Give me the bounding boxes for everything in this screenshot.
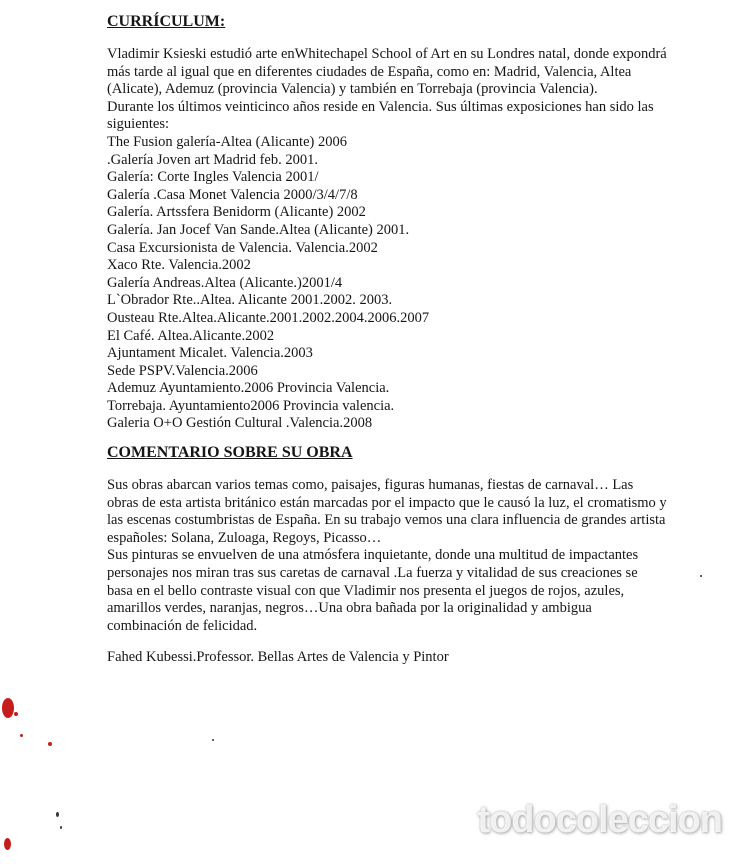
exhibition-item: .Galería Joven art Madrid feb. 2001. [107, 151, 318, 168]
dust-speck [212, 739, 214, 741]
exhibition-item: Xaco Rte. Valencia.2002 [107, 257, 251, 274]
curriculum-heading: CURRÍCULUM: [107, 13, 226, 30]
dust-speck [60, 826, 62, 829]
dust-speck [700, 575, 702, 577]
exhibition-item: Ademuz Ayuntamiento.2006 Provincia Valencia. [107, 380, 390, 397]
paint-stain [48, 742, 52, 746]
exhibition-list [107, 134, 667, 433]
exhibition-item: The Fusion galería-Altea (Alicante) 2006 [107, 133, 347, 150]
paint-stain [4, 838, 11, 850]
commentary-paragraph: Sus pinturas se envuelven de una atmósfera inquietante, donde una multitud de impactantes personajes nos miran tras sus caretas de carnaval .La fuerza y vitalidad de sus creaciones se basa en el bello contraste visual con que Vladimir nos presenta el juegos de rojos, azules, amarillos verdes, naranjas, negros…Una obra bañada por la originalidad y ambigua combinación de felicidad. [107, 547, 639, 634]
exhibition-item: Casa Excursionista de Valencia. Valencia.2002 [107, 239, 378, 256]
dust-speck [56, 812, 59, 817]
exhibition-item: L`Obrador Rte..Altea. Alicante 2001.2002. 2003. [107, 292, 393, 309]
exhibition-item: Galería. Artssfera Benidorm (Alicante) 2002 [107, 204, 366, 221]
exhibition-item: Galeria O+O Gestión Cultural .Valencia.2008 [107, 415, 373, 432]
exhibition-item: Sede PSPV.Valencia.2006 [107, 362, 258, 379]
exhibition-item: El Café. Altea.Alicante.2002 [107, 327, 275, 344]
exhibition-item: Galería .Casa Monet Valencia 2000/3/4/7/8 [107, 186, 358, 203]
paint-stain [20, 734, 23, 737]
commentary-paragraph: Sus obras abarcan varios temas como, paisajes, figuras humanas, fiestas de carnaval… Las obras de esta artista británico están marcadas por el impacto que le causó la luz, el cromatismo y las escenas costumbristas de España. En su trabajo vemos una clara influencia de grandes artista españoles: Solana, Zuloaga, Regoys, Picasso… [107, 477, 667, 546]
exhibition-item: Galería Andreas.Altea (Alicante.)2001/4 [107, 274, 343, 291]
signature-line: Fahed Kubessi.Professor. Bellas Artes de Valencia y Pintor [107, 649, 449, 666]
exhibition-item: Ousteau Rte.Altea.Alicante.2001.2002.2004.2006.2007 [107, 309, 430, 326]
paint-stain [2, 698, 14, 718]
document-body [107, 12, 667, 682]
curriculum-intro: Vladimir Ksieski estudió arte enWhitechapel School of Art en su Londres natal, donde expondrá más tarde al igual que en diferentes ciudades de España, como en: Madrid, Valencia, Altea (Alicate), Ademuz (provincia Valencia) y también en Torrebaja (provincia Valencia). [107, 46, 667, 98]
curriculum-residence: Durante los últimos veinticinco años reside en Valencia. Sus últimas exposiciones han sido las siguientes: [107, 98, 654, 133]
watermark-logo: todocoleccion [477, 799, 722, 841]
exhibition-item: Ajuntament Micalet. Valencia.2003 [107, 345, 313, 362]
exhibition-item: Galería. Jan Jocef Van Sande.Altea (Alicante) 2001. [107, 221, 410, 238]
paint-stain [14, 712, 18, 716]
commentary-heading: COMENTARIO SOBRE SU OBRA [107, 444, 353, 462]
exhibition-item: Torrebaja. Ayuntamiento2006 Provincia valencia. [107, 397, 395, 414]
exhibition-item: Galería: Corte Ingles Valencia 2001/ [107, 169, 319, 186]
